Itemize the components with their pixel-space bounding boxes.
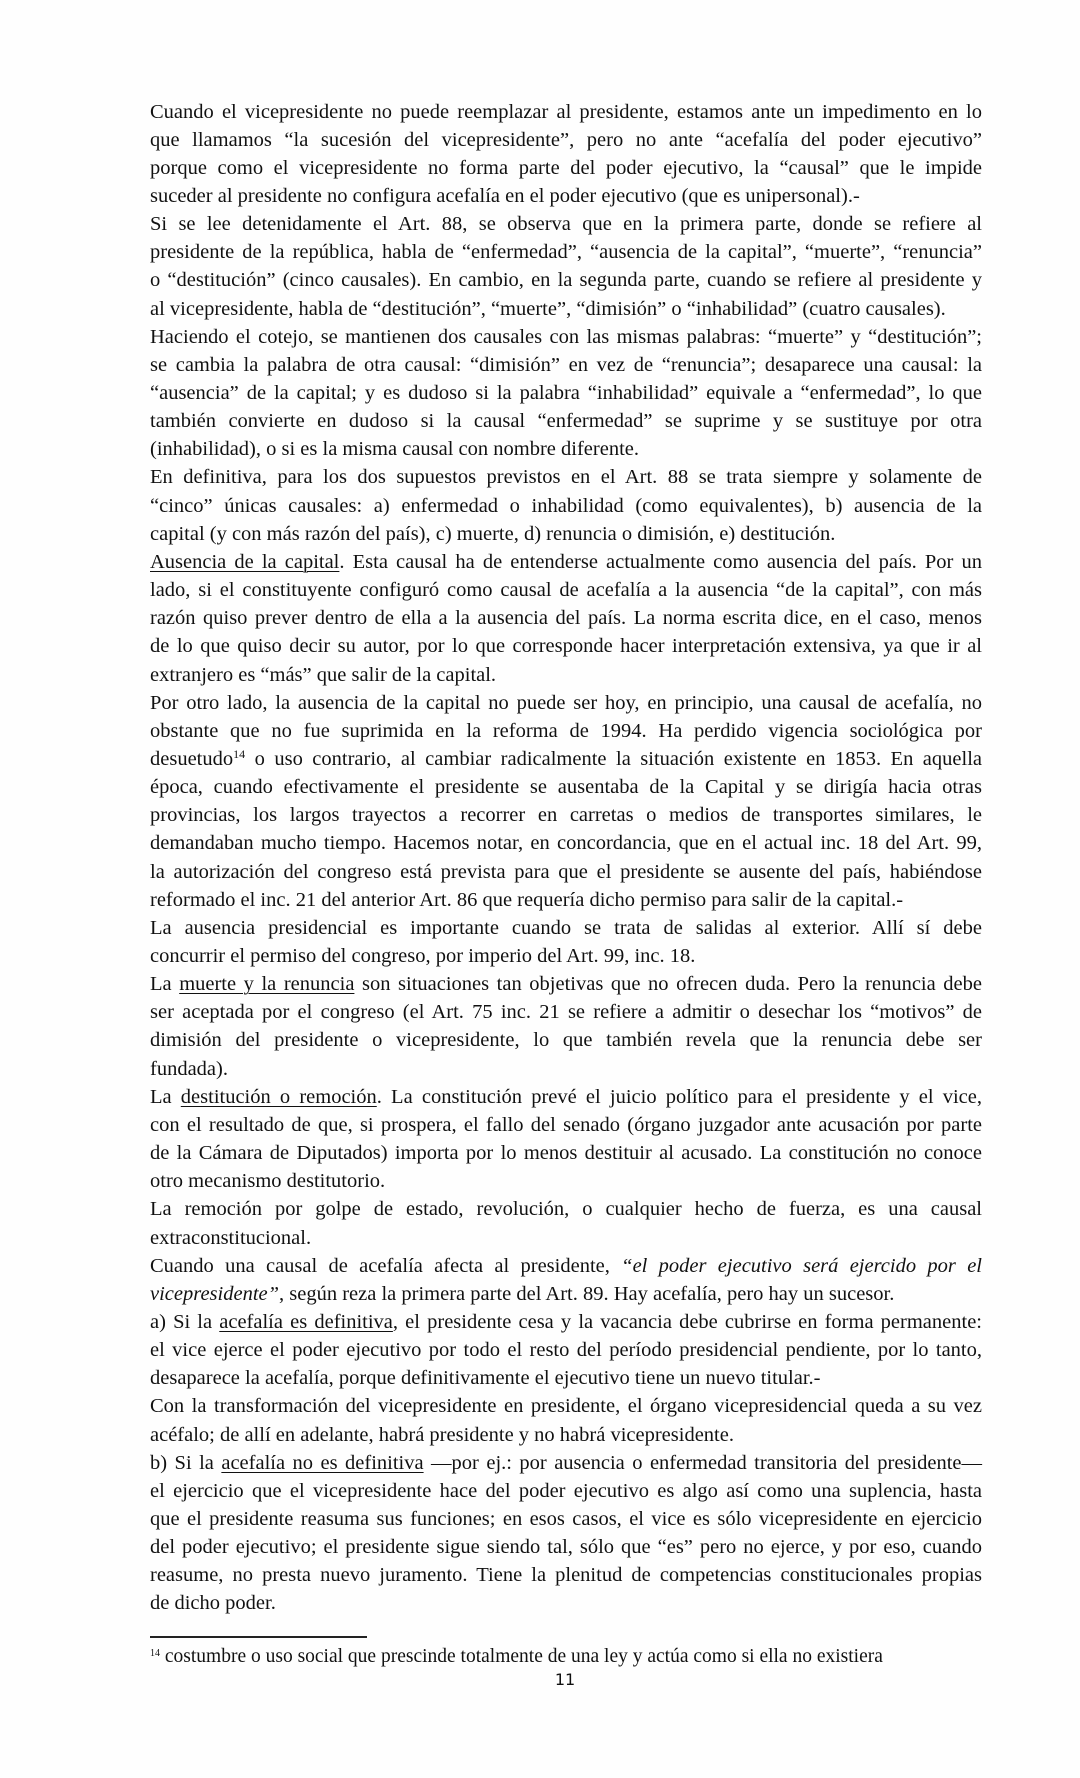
line-text: La bbox=[150, 973, 180, 996]
text-line bbox=[150, 1423, 982, 1447]
line-text: concurrir el permiso del congreso, por imperio del Art. 99, inc. 18. bbox=[150, 945, 696, 967]
text-line bbox=[150, 522, 982, 546]
line-text: o uso contrario, al cambiar radicalmente la situación existente en 1853. En aquella bbox=[245, 747, 982, 770]
line-text: que el presidente reasuma sus funciones; en esos casos, el vice es sólo vicepresidente en ejercicio bbox=[150, 1508, 982, 1530]
line-text: porque como el vicepresidente no forma parte del poder ejecutivo, la “causal” que le impide bbox=[150, 156, 982, 179]
line-text: . Esta causal ha de entenderse actualmente como ausencia del país. Por un bbox=[339, 550, 982, 573]
line-text: “cinco” únicas causales: a) enfermedad o inhabilidad (como equivalentes), b) ausencia de la bbox=[150, 494, 982, 517]
text-line bbox=[150, 972, 982, 996]
footnote-14 bbox=[150, 1646, 980, 1668]
text-line bbox=[150, 775, 982, 799]
line-text: extraconstitucional. bbox=[150, 1226, 312, 1249]
text-line bbox=[150, 831, 982, 855]
line-text: , según reza la primera parte del Art. 89. Hay acefalía, pero hay un sucesor. bbox=[279, 1282, 895, 1305]
line-text: . La constitución prevé el juicio político para el presidente y el vice, bbox=[376, 1085, 983, 1108]
line-text: Haciendo el cotejo, se mantienen dos causales con las mismas palabras: “muerte” y “destitución”; bbox=[150, 325, 982, 348]
line-text: Cuando el vicepresidente no puede reemplazar al presidente, estamos ante un impedimento en lo bbox=[150, 100, 982, 123]
text-line bbox=[150, 465, 982, 489]
line-text: otro mecanismo destitutorio. bbox=[150, 1170, 386, 1193]
text-line bbox=[150, 297, 982, 321]
footnote-text: costumbre o uso social que prescinde totalmente de una ley y actúa como si ella no existiera bbox=[160, 1646, 883, 1667]
line-text: de dicho poder. bbox=[150, 1592, 276, 1615]
line-text: que llamamos “la sucesión del vicepresidente”, pero no ante “acefalía del poder ejecutivo” bbox=[150, 128, 982, 151]
line-text: el vice ejerce el poder ejecutivo por todo el resto del período presidencial pendiente, por lo tanto, bbox=[150, 1339, 982, 1362]
text-line bbox=[150, 381, 982, 405]
line-text: La bbox=[150, 1085, 181, 1108]
underlined-heading: muerte y la renuncia bbox=[179, 973, 355, 996]
text-line bbox=[150, 1451, 982, 1475]
text-line bbox=[150, 494, 982, 518]
line-text: de la Cámara de Diputados) importa por lo menos destituir al acusado. La constitución no conoce bbox=[150, 1142, 982, 1165]
text-line bbox=[150, 1282, 982, 1306]
line-text: a) Si la bbox=[150, 1310, 220, 1333]
line-text: lado, si el constituyente configuró como causal de acefalía a la ausencia “de la capital”, con más bbox=[150, 579, 982, 602]
text-line bbox=[150, 1591, 982, 1615]
line-text: b) Si la bbox=[150, 1451, 222, 1474]
line-text: con el resultado de que, si prospera, el fallo del senado (órgano juzgador ante acusación por parte bbox=[150, 1113, 982, 1136]
text-line bbox=[150, 1085, 982, 1109]
line-text: dimisión del presidente o vicepresidente, lo que también revela que la renuncia debe ser bbox=[150, 1029, 982, 1052]
line-text: razón quiso prever dentro de ella a la ausencia del país. La norma escrita dice, en el caso, menos bbox=[150, 607, 982, 630]
text-line bbox=[150, 268, 982, 292]
text-line bbox=[150, 184, 982, 208]
italic-quote: vicepresidente” bbox=[150, 1282, 280, 1305]
text-line bbox=[150, 1141, 982, 1165]
line-text: extranjero es “más” que salir de la capital. bbox=[150, 663, 497, 686]
line-text: Por otro lado, la ausencia de la capital no puede ser hoy, en principio, una causal de acefalía, no bbox=[150, 691, 982, 714]
line-text: la autorización del congreso está prevista para que el presidente se ausente del país, habiéndose bbox=[150, 860, 982, 883]
underlined-heading: acefalía es definitiva bbox=[219, 1310, 393, 1333]
text-line bbox=[150, 437, 982, 461]
line-text: (inhabilidad), o si es la misma causal con nombre diferente. bbox=[150, 438, 639, 461]
text-line bbox=[150, 550, 982, 574]
text-line bbox=[150, 1310, 982, 1334]
page-number: 11 bbox=[554, 1670, 576, 1689]
text-line bbox=[150, 409, 982, 433]
line-text: —por ej.: por ausencia o enfermedad transitoria del presidente— bbox=[423, 1451, 982, 1474]
line-text: acéfalo; de allí en adelante, habrá presidente y no habrá vicepresidente. bbox=[150, 1423, 734, 1446]
footnote-reference: 14 bbox=[233, 746, 246, 761]
text-line bbox=[150, 578, 982, 602]
line-text: capital (y con más razón del país), c) muerte, d) renuncia o dimisión, e) destitución. bbox=[150, 522, 836, 545]
text-line bbox=[150, 888, 982, 912]
text-line bbox=[150, 240, 982, 264]
text-line bbox=[150, 1507, 982, 1531]
text-line bbox=[150, 128, 982, 152]
italic-quote: “el poder ejecutivo será ejercido por el bbox=[621, 1254, 982, 1277]
text-line bbox=[150, 803, 982, 827]
text-line bbox=[150, 1169, 982, 1193]
line-text: o “destitución” (cinco causales). En cambio, en la segunda parte, cuando se refiere al presidente y bbox=[150, 269, 982, 292]
footnote-separator bbox=[150, 1636, 367, 1638]
text-line bbox=[150, 1338, 982, 1362]
text-line bbox=[150, 1000, 982, 1024]
line-text: reasume, no presta nuevo juramento. Tiene la plenitud de competencias constitucionales propias bbox=[150, 1564, 982, 1587]
text-line bbox=[150, 1226, 982, 1250]
line-text: La remoción por golpe de estado, revolución, o cualquier hecho de fuerza, es una causal bbox=[150, 1198, 982, 1221]
line-text: provincias, los largos trayectos a recorrer en carretas o medios de transportes similares, le bbox=[150, 804, 982, 827]
line-text: “ausencia” de la capital; y es dudoso si la palabra “inhabilidad” equivale a “enfermedad”, lo que bbox=[150, 382, 982, 404]
text-line bbox=[150, 944, 982, 968]
line-text: el ejercicio que el vicepresidente hace del poder ejecutivo es algo así como una suplencia, hasta bbox=[150, 1479, 982, 1502]
text-line bbox=[150, 1479, 982, 1503]
underlined-heading: destitución o remoción bbox=[180, 1085, 377, 1108]
line-text: son situaciones tan objetivas que no ofrecen duda. Pero la renuncia debe bbox=[354, 973, 982, 996]
text-line bbox=[150, 634, 982, 658]
line-text: Cuando una causal de acefalía afecta al presidente, bbox=[150, 1254, 622, 1277]
line-text: suceder al presidente no configura acefalía en el poder ejecutivo (que es unipersonal).- bbox=[150, 184, 860, 207]
line-text: también convierte en dudoso si la causal “enfermedad” se suprime y se sustituye por otra bbox=[150, 410, 982, 433]
footnote-marker: 14 bbox=[150, 1648, 160, 1659]
line-text: Con la transformación del vicepresidente en presidente, el órgano vicepresidencial queda a su vez bbox=[150, 1395, 982, 1418]
text-line bbox=[150, 353, 982, 377]
text-line bbox=[150, 1366, 982, 1390]
line-text: ser aceptada por el congreso (el Art. 75 inc. 21 se refiere a admitir o desechar los “motivos” de bbox=[150, 1001, 982, 1024]
text-line bbox=[150, 1535, 982, 1559]
text-line bbox=[150, 1394, 982, 1418]
line-text: reformado el inc. 21 del anterior Art. 86 que requería dicho permiso para salir de la capital.- bbox=[150, 888, 904, 911]
line-text: demandaban mucho tiempo. Hacemos notar, en concordancia, que en el actual inc. 18 del Art. 99, bbox=[150, 832, 982, 855]
text-line bbox=[150, 325, 982, 349]
line-text: , el presidente cesa y la vacancia debe cubrirse en forma permanente: bbox=[392, 1310, 982, 1333]
line-text: presidente de la república, habla de “enfermedad”, “ausencia de la capital”, “muerte”, “renuncia” bbox=[150, 241, 982, 264]
line-text: del poder ejecutivo; el presidente sigue siendo tal, sólo que “es” pero no ejerce, y por eso, cuando bbox=[150, 1536, 982, 1559]
text-line bbox=[150, 1563, 982, 1587]
line-text: obstante que no fue suprimida en la reforma de 1994. Ha perdido vigencia sociológica por bbox=[150, 719, 982, 742]
underlined-heading: Ausencia de la capital bbox=[150, 550, 340, 573]
text-line bbox=[150, 1028, 982, 1052]
line-text: época, cuando efectivamente el presidente se ausentaba de la Capital y se dirigía hacia otras bbox=[150, 776, 982, 799]
line-text: En definitiva, para los dos supuestos previstos en el Art. 88 se trata siempre y solamente de bbox=[150, 466, 982, 489]
underlined-heading: acefalía no es definitiva bbox=[221, 1451, 424, 1474]
text-line bbox=[150, 100, 982, 124]
text-line bbox=[150, 719, 982, 743]
line-text: se cambia la palabra de otra causal: “dimisión” en vez de “renuncia”; desaparece una causal: la bbox=[150, 353, 982, 376]
line-text: desaparece la acefalía, porque definitivamente el ejecutivo tiene un nuevo titular.- bbox=[150, 1367, 821, 1390]
text-line bbox=[150, 1254, 982, 1278]
line-text: desuetudo bbox=[150, 747, 234, 770]
line-text: fundada). bbox=[150, 1057, 228, 1080]
line-text: La ausencia presidencial es importante cuando se trata de salidas al exterior. Allí sí debe bbox=[150, 916, 982, 939]
text-line bbox=[150, 916, 982, 940]
text-line bbox=[150, 860, 982, 884]
text-line bbox=[150, 606, 982, 630]
text-line bbox=[150, 663, 982, 687]
line-text: de lo que quiso decir su autor, por lo que corresponde hacer interpretación extensiva, ya que ir al bbox=[150, 635, 982, 658]
line-text: al vicepresidente, habla de “destitución”, “muerte”, “dimisión” o “inhabilidad” (cuatro causales). bbox=[150, 297, 946, 320]
line-text: Si se lee detenidamente el Art. 88, se observa que en la primera parte, donde se refiere al bbox=[150, 213, 982, 236]
text-line bbox=[150, 212, 982, 236]
text-line bbox=[150, 156, 982, 180]
text-line bbox=[150, 1057, 982, 1081]
text-line bbox=[150, 747, 982, 771]
text-line bbox=[150, 1197, 982, 1221]
text-line bbox=[150, 1113, 982, 1137]
text-line bbox=[150, 691, 982, 715]
